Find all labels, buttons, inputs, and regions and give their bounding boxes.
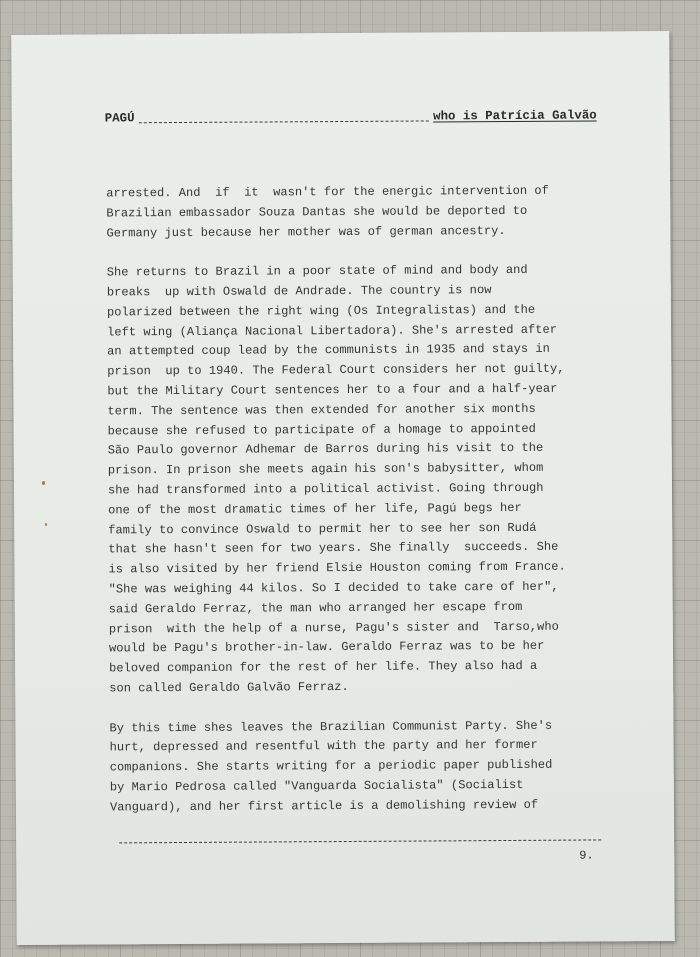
page-number: 9. (579, 848, 594, 863)
text-line: polarized between the right wing (Os Integralistas) and the (106, 302, 536, 320)
text-line: said Geraldo Ferraz, the man who arranged her escape from (108, 599, 523, 617)
paper-speck (45, 523, 47, 526)
paragraph (109, 716, 620, 818)
text-line: but the Military Court sentences her to a four and a half-year (107, 381, 558, 399)
text-line: "She was weighing 44 kilos. So I decided to take care of her", (108, 579, 559, 597)
header-dashed-rule (139, 120, 430, 123)
text-line: companions. She starts writing for a periodic paper published (109, 757, 553, 775)
text-line: beloved companion for the rest of her life. They also had a (109, 658, 538, 676)
text-line: breaks up with Oswald de Andrade. The country is now (106, 283, 492, 300)
text-line: by Mario Pedrosa called "Vanguarda Socialista" (Socialist (109, 777, 524, 795)
text-line: left wing (Aliança Nacional Libertadora). She's arrested after (106, 322, 558, 340)
text-line: is also visited by her friend Elsie Houston coming from France. (108, 559, 566, 577)
text-line: hurt, depressed and resentful with the party and her former (109, 738, 538, 755)
text-line: By this time shes leaves the Brazilian Communist Party. She's (109, 718, 553, 735)
text-line: São Paulo governor Adhemar de Barros during his visit to the (107, 441, 544, 458)
paragraph (106, 181, 616, 244)
text-line: Germany just because her mother was of german ancestry. (106, 223, 506, 241)
text-line: an attempted coup lead by the communists in 1935 and stays in (107, 342, 550, 359)
text-line: Vanguard), and her first article is a demolishing review of (109, 797, 539, 815)
text-line: prison up to 1940. The Federal Court considers her not guilty, (107, 361, 565, 379)
text-line: one of the most dramatic times of her life, Pagú begs her (108, 500, 522, 518)
body-text (106, 181, 620, 837)
header-subtitle: who is Patrícia Galvão (433, 108, 597, 124)
paragraph (107, 261, 620, 700)
text-line: prison with the help of a nurse, Pagu's sister and Tarso,who (108, 619, 559, 636)
text-line: term. The sentence was then extended for another six months (107, 401, 536, 419)
text-line: because she refused to participate of a homage to appointed (107, 421, 536, 438)
document-page (11, 31, 675, 945)
text-line: Brazilian embassador Souza Dantas she would be deported to (106, 203, 528, 221)
footer-dashed-rule (119, 839, 601, 843)
header-title: PAGÚ (104, 111, 135, 126)
running-header (105, 108, 597, 125)
text-line: would be Pagu's brother-in-law. Geraldo Ferraz was to be her (108, 639, 545, 656)
paper-speck (42, 481, 45, 485)
text-line: arrested. And if it wasn't for the energic intervention of (106, 183, 549, 201)
text-line: that she hasn't seen for two years. She finally succeeds. She (108, 540, 559, 557)
text-line: She returns to Brazil in a poor state of mind and body and (106, 263, 528, 280)
text-line: family to convince Oswald to permit her to see her son Rudá (108, 520, 537, 537)
text-line: son called Geraldo Galvão Ferraz. (109, 679, 349, 696)
text-line: she had transformed into a political activist. Going through (107, 480, 544, 498)
text-line: prison. In prison she meets again his son's babysitter, whom (107, 460, 544, 478)
